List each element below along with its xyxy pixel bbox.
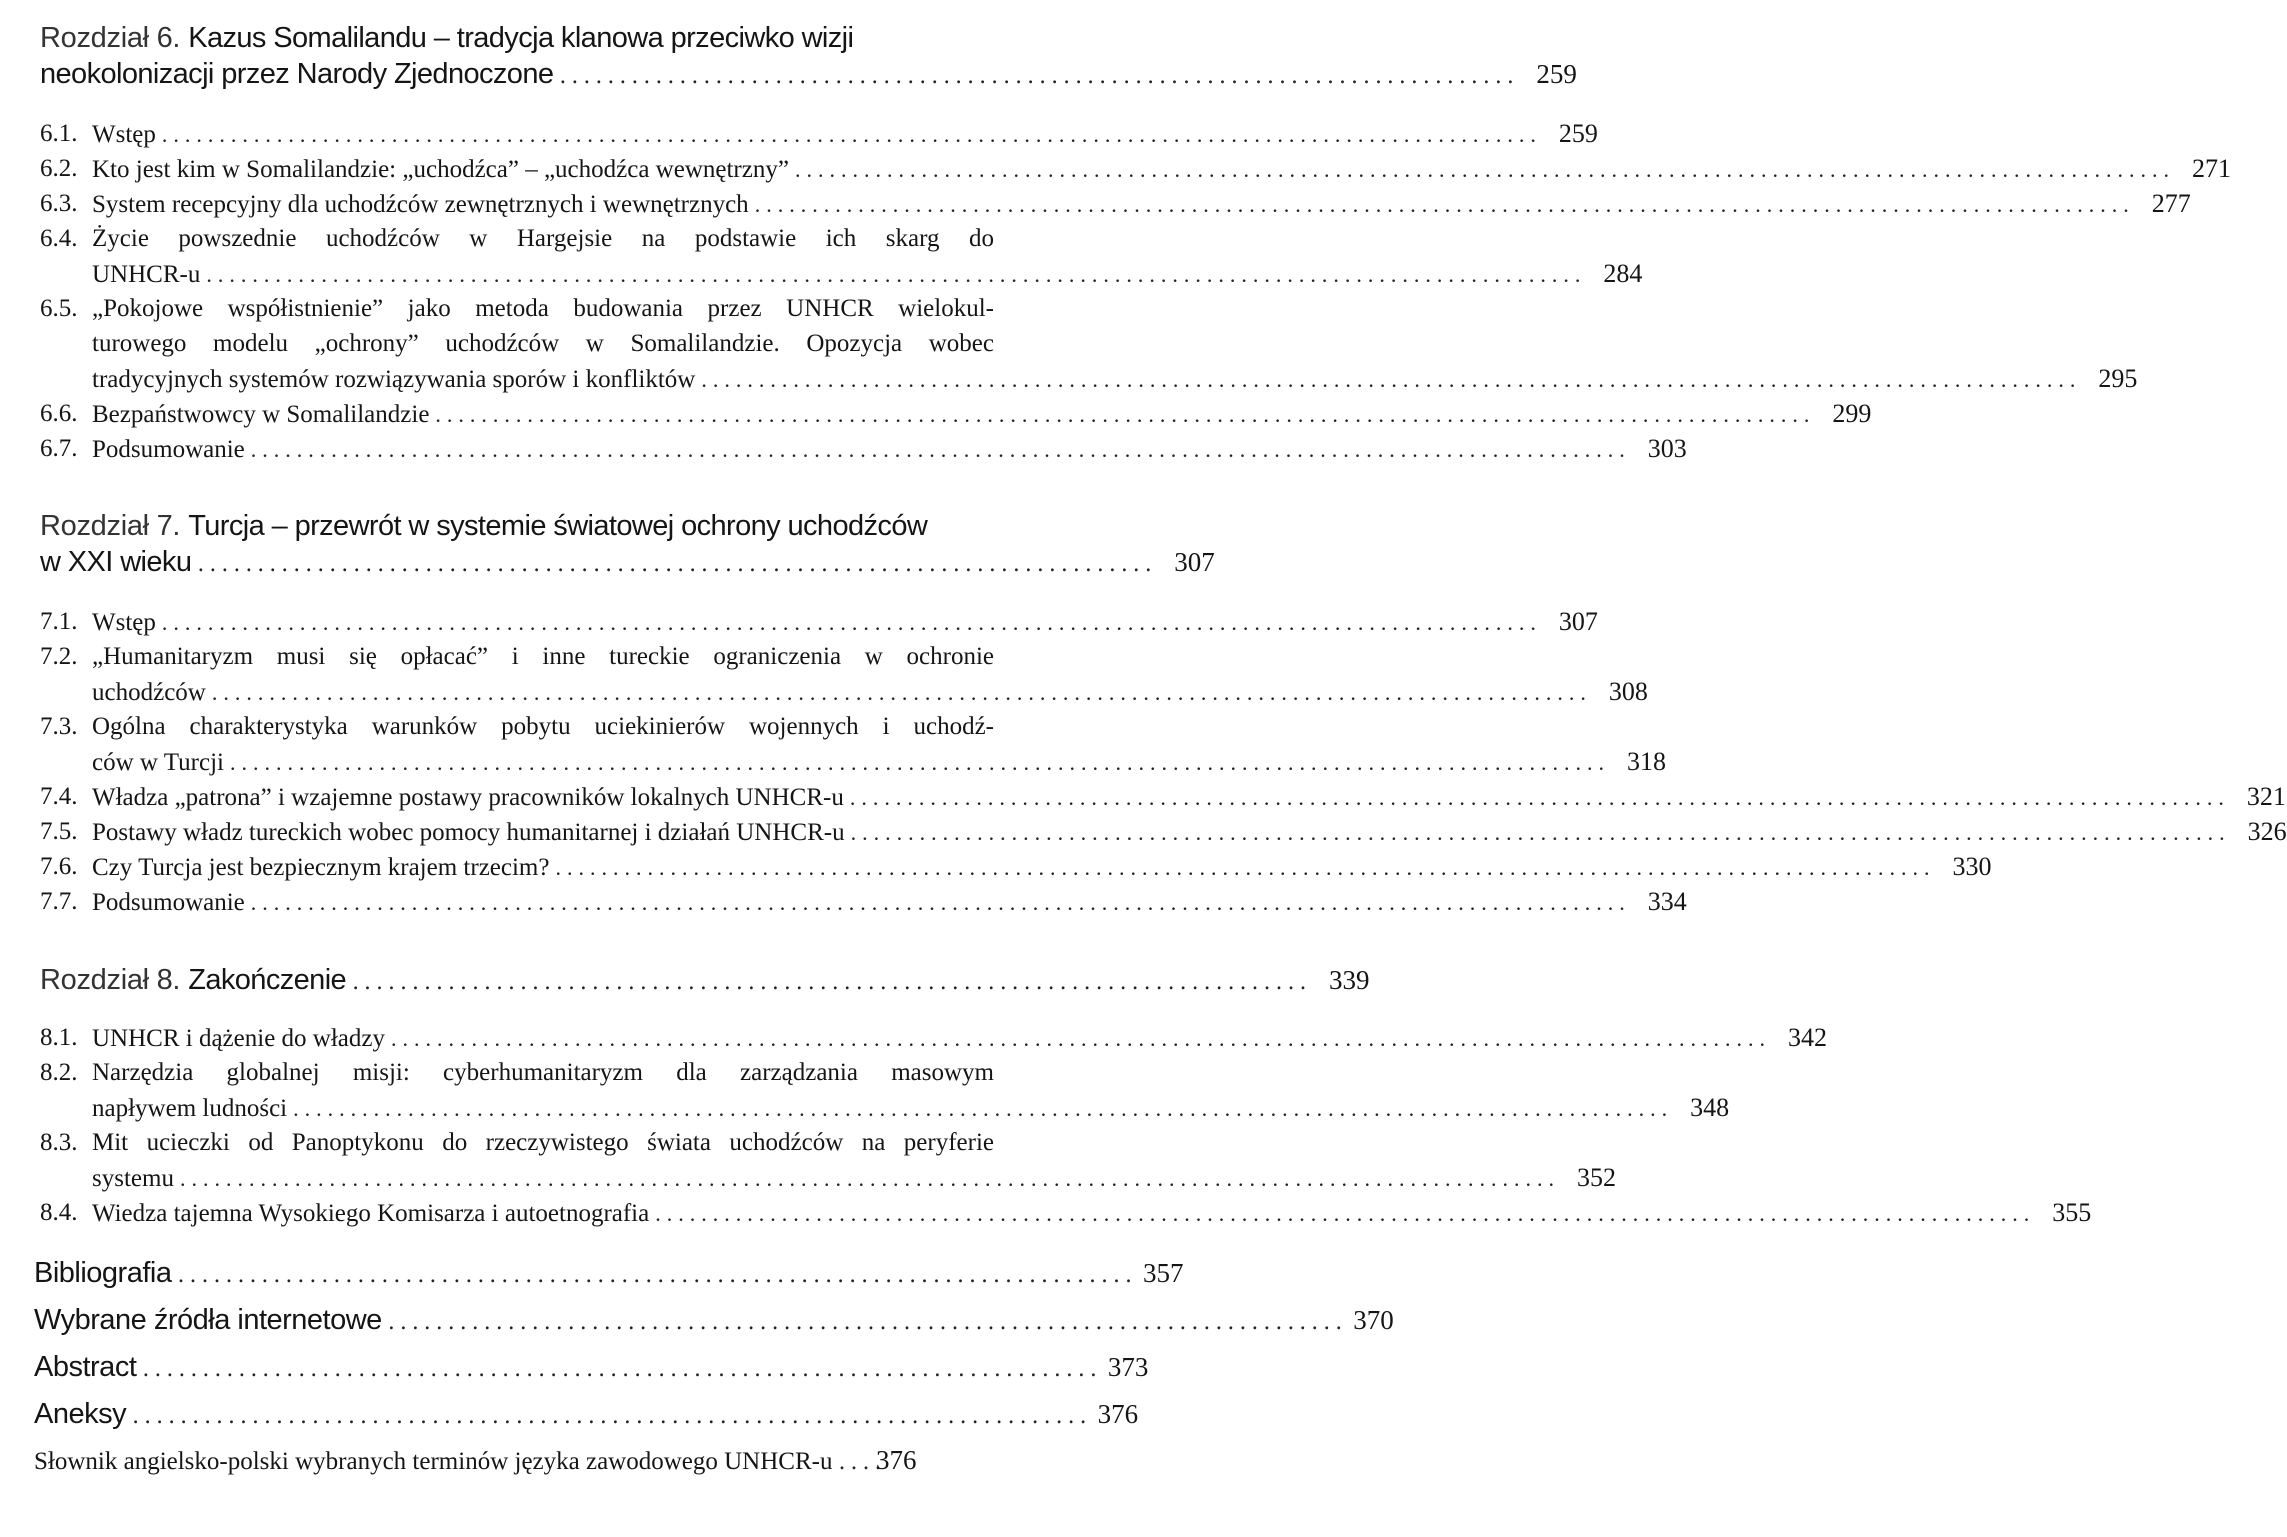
chapter-title-line-2 <box>40 56 1577 92</box>
page-number: 334 <box>1647 887 1687 916</box>
leader-dots: ........................................................................................................................ <box>754 192 2135 217</box>
page-number: 284 <box>1603 259 1643 288</box>
back-matter-title: Aneksy <box>34 1398 127 1430</box>
section-number: 8.4. <box>40 1199 78 1226</box>
leader-dots: ................................................................................ <box>142 1357 1102 1382</box>
leader-dots: ........................................................................................................................ <box>179 1166 1560 1191</box>
leader-dots: .... <box>838 1450 887 1475</box>
section-number: 6.3. <box>40 190 78 217</box>
chapter-6-sections <box>40 116 2231 466</box>
section-title: uchodźców <box>92 679 206 706</box>
section-title-line: turowego modelu „ochrony” uchodźców w Somalilandzie. Opozycja wobec <box>92 330 994 357</box>
toc-entry <box>40 291 2138 396</box>
chapter-title-line-1 <box>40 20 1055 56</box>
section-number: 7.6. <box>40 853 78 880</box>
section-title: Czy Turcja jest bezpiecznym krajem trzecim? <box>92 854 550 881</box>
toc-entry <box>40 116 1598 151</box>
page-number: 352 <box>1576 1163 1616 1192</box>
section-title: systemu <box>92 1165 174 1192</box>
section-title-line: Życie powszednie uchodźców w Hargejsie na podstawie ich skarg do <box>92 225 994 252</box>
section-title: Postawy władz tureckich wobec pomocy humanitarnej i działań UNHCR-u <box>92 819 845 846</box>
leader-dots: ........................................................................................................................ <box>794 157 2175 182</box>
section-title: Wiedza tajemna Wysokiego Komisarza i autoetnografia <box>92 1200 650 1227</box>
page-number: 376 <box>1097 1399 1139 1429</box>
section-title: Bezpaństwowcy w Somalilandzie <box>92 401 430 428</box>
page-number: 357 <box>1142 1258 1184 1288</box>
section-title: Wstęp <box>92 121 156 148</box>
page-number: 307 <box>1558 607 1598 636</box>
toc-entry <box>40 431 1687 466</box>
chapter-8-sections <box>40 1020 2092 1230</box>
leader-dots: ........................................................................................................................ <box>211 680 1592 705</box>
leader-dots: ........................................................................................................................ <box>701 367 2082 392</box>
leader-dots: ................................................................................ <box>132 1404 1092 1429</box>
chapter-word: Rozdział 6. <box>40 22 181 54</box>
page-number: 339 <box>1329 965 1370 995</box>
chapter-title-line-2 <box>40 544 1215 580</box>
chapter-word: Rozdział 8. <box>40 964 181 996</box>
section-title: Podsumowanie <box>92 436 245 463</box>
toc-entry <box>40 639 1648 709</box>
toc-entry <box>40 849 1992 884</box>
back-matter-item <box>34 1398 1139 1445</box>
leader-dots: ........................................................................................................................ <box>206 262 1587 287</box>
page-number: 259 <box>1558 119 1598 148</box>
chapter-title: Zakończenie <box>188 964 347 996</box>
section-title: ców w Turcji <box>92 749 224 776</box>
section-title-line: „Pokojowe współistnienie” jako metoda budowania przez UNHCR wielokul- <box>92 295 994 322</box>
leader-dots: ........................................................................................................................ <box>390 1026 1771 1051</box>
toc-entry <box>40 814 2287 849</box>
page-number: 308 <box>1608 677 1648 706</box>
section-number: 6.1. <box>40 120 78 147</box>
leader-dots: ........................................................................................................................ <box>250 890 1631 915</box>
toc-entry <box>40 884 1687 919</box>
back-matter-item <box>34 1257 1184 1304</box>
leader-dots: ........................................................................................................................ <box>229 750 1610 775</box>
leader-dots: ........................................................................................................................ <box>555 855 1936 880</box>
page-number: 342 <box>1787 1023 1827 1052</box>
leader-dots: ........................................................................................................................ <box>435 402 1816 427</box>
section-title: napływem ludności <box>92 1095 288 1122</box>
section-number: 8.3. <box>40 1129 78 1156</box>
chapter-title: Kazus Somalilandu – tradycja klanowa przeciwko wizji <box>188 22 854 54</box>
page-number: 271 <box>2191 154 2231 183</box>
leader-dots: ................................................................................ <box>197 552 1157 577</box>
page-number: 370 <box>1353 1305 1394 1335</box>
chapter-heading-8 <box>40 962 1370 998</box>
section-title: System recepcyjny dla uchodźców zewnętrznych i wewnętrznych <box>92 191 749 218</box>
leader-dots: ........................................................................................................................ <box>849 785 2230 810</box>
glossary-title: Słownik angielsko-polski wybranych terminów języka zawodowego UNHCR-u <box>34 1448 833 1475</box>
toc-entry <box>40 1020 1827 1055</box>
section-title: UNHCR i dążenie do władzy <box>92 1025 385 1052</box>
toc-entry <box>40 779 2286 814</box>
section-number: 6.4. <box>40 225 78 252</box>
back-matter-item <box>34 1351 1149 1398</box>
section-title: Władza „patrona” i wzajemne postawy pracowników lokalnych UNHCR-u <box>92 784 844 811</box>
chapter-heading-7 <box>40 508 1215 580</box>
section-title-line: Narzędzia globalnej misji: cyberhumanitaryzm dla zarządzania masowym <box>92 1059 994 1086</box>
section-title: Podsumowanie <box>92 889 245 916</box>
page-number: 318 <box>1626 747 1666 776</box>
toc-entry <box>40 604 1598 639</box>
back-matter-title: Wybrane źródła internetowe <box>34 1304 382 1336</box>
section-number: 7.5. <box>40 818 78 845</box>
section-title-line: Mit ucieczki od Panoptykonu do rzeczywistego świata uchodźców na peryferie <box>92 1129 994 1156</box>
section-title: Kto jest kim w Somalilandzie: „uchodźca” – „uchodźca wewnętrzny” <box>92 156 789 183</box>
leader-dots: ........................................................................................................................ <box>850 820 2231 845</box>
page-number: 295 <box>2098 364 2138 393</box>
section-number: 6.7. <box>40 435 78 462</box>
leader-dots: ........................................................................................................................ <box>293 1096 1674 1121</box>
page-number: 321 <box>2246 782 2286 811</box>
page-number: 376 <box>875 1445 917 1475</box>
toc-entry <box>40 186 2191 221</box>
back-matter-item <box>34 1304 1394 1351</box>
section-number: 8.1. <box>40 1024 78 1051</box>
chapter-word: Rozdział 7. <box>40 510 181 542</box>
page-number: 299 <box>1832 399 1872 428</box>
chapter-7-sections <box>40 604 2287 919</box>
page-number: 307 <box>1174 547 1215 577</box>
section-title-line: „Humanitaryzm musi się opłacać” i inne tureckie ograniczenia w ochronie <box>92 643 994 670</box>
toc-entry <box>40 709 1666 779</box>
toc-entry <box>40 151 2231 186</box>
section-number: 8.2. <box>40 1059 78 1086</box>
glossary-item <box>34 1445 1048 1492</box>
leader-dots: ................................................................................ <box>352 970 1312 995</box>
leader-dots: ................................................................................ <box>387 1310 1348 1335</box>
chapter-title-line-1 <box>40 508 1055 544</box>
page-number: 326 <box>2247 817 2287 846</box>
leader-dots: ........................................................................................................................ <box>161 610 1542 635</box>
chapter-title-cont: w XXI wieku <box>40 546 192 578</box>
section-number: 7.7. <box>40 888 78 915</box>
toc-entry <box>40 221 1643 291</box>
page-number: 330 <box>1952 852 1992 881</box>
section-title: UNHCR-u <box>92 261 201 288</box>
section-title-line: Ogólna charakterystyka warunków pobytu uciekinierów wojennych i uchodź- <box>92 713 994 740</box>
back-matter-title: Bibliografia <box>34 1257 172 1289</box>
section-number: 7.2. <box>40 643 78 670</box>
leader-dots: ........................................................................................................................ <box>250 437 1631 462</box>
page-number: 303 <box>1647 434 1687 463</box>
section-number: 6.2. <box>40 155 78 182</box>
section-title: Wstęp <box>92 609 156 636</box>
back-matter-title: Abstract <box>34 1351 137 1383</box>
chapter-title: Turcja – przewrót w systemie światowej ochrony uchodźców <box>188 510 928 542</box>
section-number: 7.4. <box>40 783 78 810</box>
page-number: 373 <box>1107 1352 1149 1382</box>
section-number: 6.5. <box>40 295 78 322</box>
section-number: 6.6. <box>40 400 78 427</box>
toc-entry <box>40 1125 1616 1195</box>
leader-dots: ........................................................................................................................ <box>161 122 1542 147</box>
back-matter <box>34 1257 1394 1492</box>
page-number: 259 <box>1536 59 1577 89</box>
page-number: 348 <box>1690 1093 1730 1122</box>
toc-entry <box>40 1055 1730 1125</box>
toc-entry <box>40 1195 2092 1230</box>
toc-entry <box>40 396 1872 431</box>
leader-dots: ................................................................................ <box>177 1263 1137 1288</box>
chapter-title-line-1 <box>40 962 1370 998</box>
leader-dots: ........................................................................................................................ <box>655 1201 2036 1226</box>
section-number: 7.3. <box>40 713 78 740</box>
section-number: 7.1. <box>40 608 78 635</box>
page-number: 355 <box>2052 1198 2092 1227</box>
leader-dots: ................................................................................ <box>559 64 1519 89</box>
chapter-title-cont: neokolonizacji przez Narody Zjednoczone <box>40 58 554 90</box>
page-number: 277 <box>2151 189 2191 218</box>
section-title: tradycyjnych systemów rozwiązywania sporów i konfliktów <box>92 366 696 393</box>
chapter-heading-6 <box>40 20 1577 92</box>
